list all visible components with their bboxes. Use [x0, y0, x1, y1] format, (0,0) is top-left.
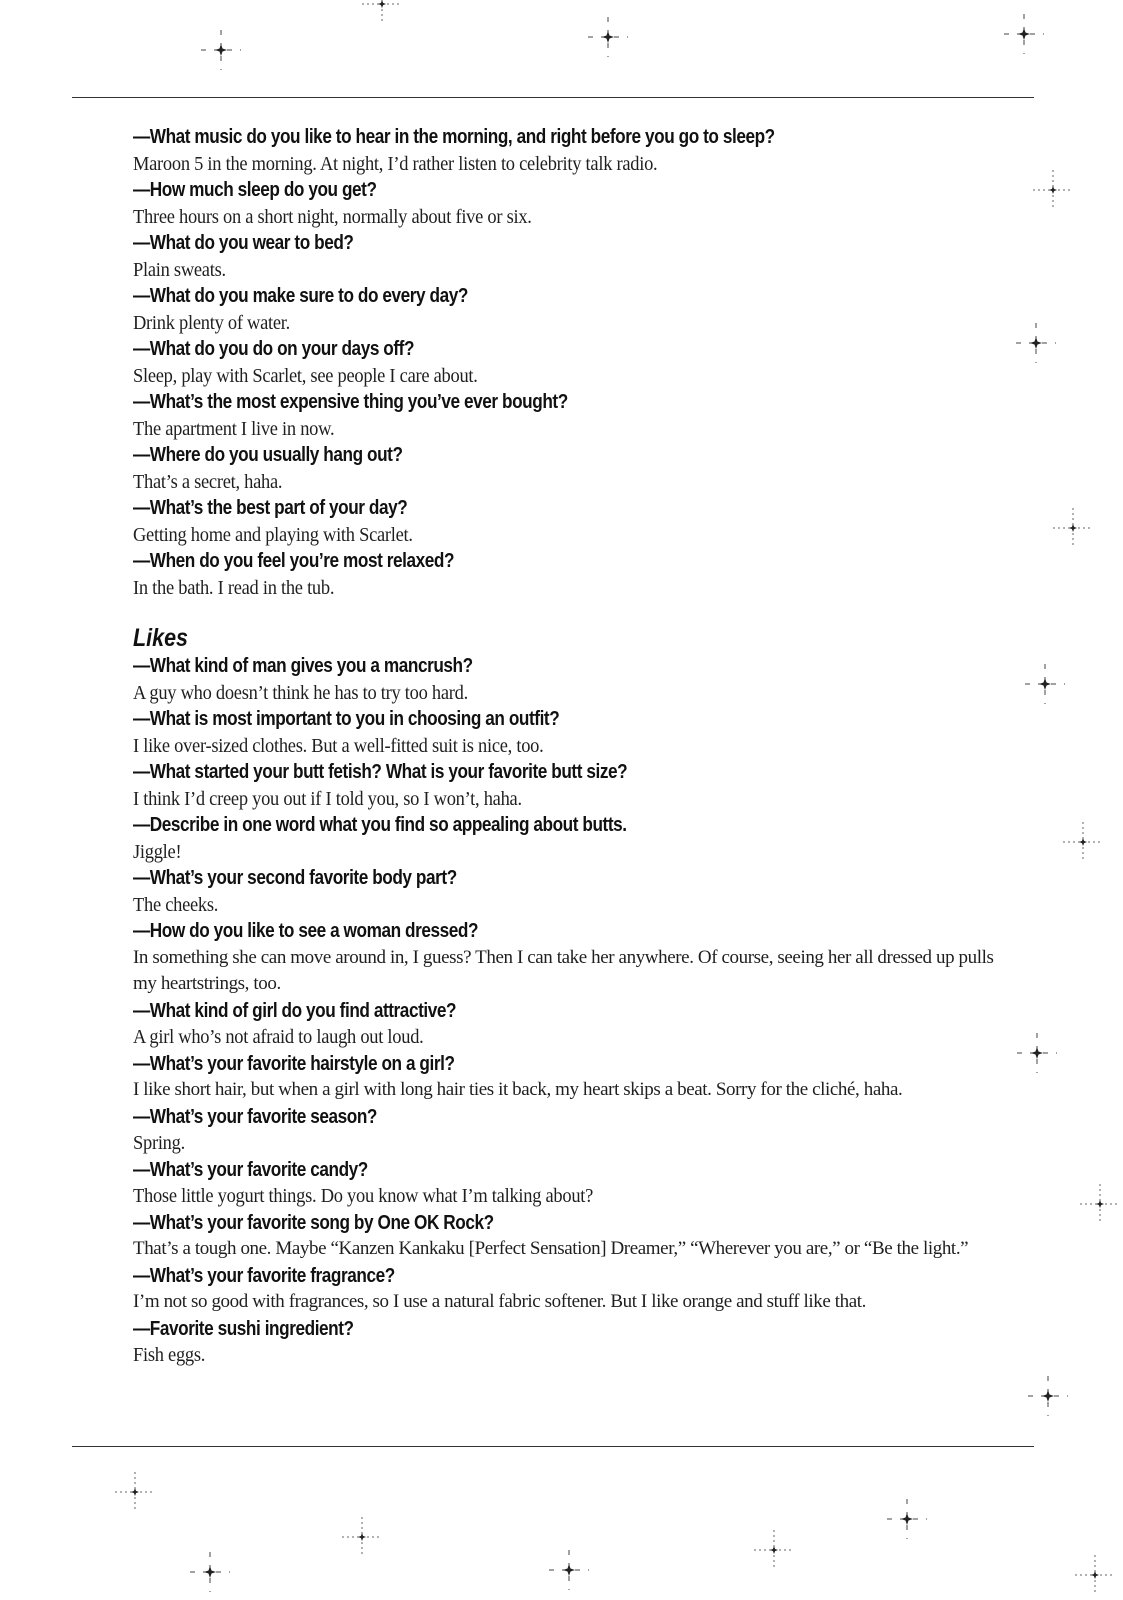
registration-mark-icon — [188, 1550, 232, 1594]
question: —What’s the most expensive thing you’ve ever bought? — [133, 391, 568, 413]
qa-item — [133, 812, 1033, 865]
registration-mark-icon — [1023, 662, 1067, 706]
question: —What’s your favorite song by One OK Rock? — [133, 1211, 494, 1234]
question: —What kind of girl do you find attractive? — [133, 999, 457, 1022]
question: —What do you do on your days off? — [133, 338, 415, 360]
registration-mark-icon — [1014, 321, 1058, 365]
answer: A guy who doesn’t think he has to try too hard. — [133, 681, 468, 704]
qa-item — [133, 1104, 1033, 1157]
section-likes — [133, 623, 1033, 1369]
registration-mark-icon — [752, 1528, 796, 1572]
question: —What’s your favorite hairstyle on a girl? — [133, 1052, 455, 1075]
answer: I like short hair, but when a girl with long hair ties it back, my heart skips a beat. Sorry for the cliché, haha. — [133, 1079, 903, 1100]
answer: I think I’d creep you out if I told you, so I won’t, haha. — [133, 787, 522, 810]
registration-mark-icon — [113, 1470, 157, 1514]
qa-item — [133, 548, 1033, 601]
answer: The cheeks. — [133, 893, 219, 916]
answer: Plain sweats. — [133, 258, 226, 281]
registration-mark-icon — [547, 1548, 591, 1592]
qa-item — [133, 918, 1033, 998]
registration-mark-icon — [1026, 1374, 1070, 1418]
question: —Where do you usually hang out? — [133, 444, 403, 466]
qa-item — [133, 1263, 1033, 1316]
registration-mark-icon — [885, 1497, 929, 1541]
section-routine — [133, 124, 1033, 601]
qa-item — [133, 653, 1033, 706]
answer: Maroon 5 in the morning. At night, I’d rather listen to celebrity talk radio. — [133, 152, 658, 175]
qa-item — [133, 998, 1033, 1051]
registration-mark-icon — [586, 15, 630, 59]
question: —What’s the best part of your day? — [133, 497, 408, 519]
answer: Sleep, play with Scarlet, see people I care about. — [133, 364, 478, 387]
qa-item — [133, 442, 1033, 495]
registration-mark-icon — [340, 1515, 384, 1559]
bottom-rule — [72, 1446, 1034, 1447]
question: —What’s your favorite candy? — [133, 1158, 368, 1181]
registration-mark-icon — [1002, 12, 1046, 56]
question: —Favorite sushi ingredient? — [133, 1317, 354, 1340]
question: —What do you wear to bed? — [133, 232, 354, 254]
question: —Describe in one word what you find so appealing about butts. — [133, 814, 627, 836]
question: —How much sleep do you get? — [133, 179, 377, 201]
qa-item — [133, 389, 1033, 442]
top-rule — [72, 97, 1034, 98]
qa-item — [133, 336, 1033, 389]
qa-item — [133, 1210, 1033, 1263]
qa-item — [133, 1051, 1033, 1104]
qa-item — [133, 1316, 1033, 1369]
answer: Those little yogurt things. Do you know what I’m talking about? — [133, 1185, 594, 1207]
qa-item — [133, 230, 1033, 283]
answer: Getting home and playing with Scarlet. — [133, 523, 413, 546]
answer: Fish eggs. — [133, 1344, 206, 1366]
answer: I’m not so good with fragrances, so I use a natural fabric softener. But I like orange and stuff like that. — [133, 1291, 866, 1312]
qa-item — [133, 283, 1033, 336]
registration-mark-icon — [360, 0, 404, 26]
qa-item — [133, 1157, 1033, 1210]
answer: In something she can move around in, I guess? Then I can take her anywhere. Of course, seeing her all dressed up pulls my heartstrings, too. — [133, 946, 994, 994]
registration-mark-icon — [1031, 168, 1075, 212]
question: —What music do you like to hear in the morning, and right before you go to sleep? — [133, 126, 775, 148]
question: —What started your butt fetish? What is your favorite butt size? — [133, 761, 628, 783]
registration-mark-icon — [199, 28, 243, 72]
question: —What’s your favorite fragrance? — [133, 1264, 395, 1287]
question: —What’s your favorite season? — [133, 1105, 377, 1128]
qa-item — [133, 495, 1033, 548]
answer: A girl who’s not afraid to laugh out loud. — [133, 1026, 424, 1048]
registration-mark-icon — [1051, 506, 1095, 550]
registration-mark-icon — [1015, 1031, 1059, 1075]
answer: Three hours on a short night, normally about five or six. — [133, 205, 532, 228]
answer: In the bath. I read in the tub. — [133, 576, 335, 599]
qa-item — [133, 124, 1033, 177]
answer: Jiggle! — [133, 840, 182, 863]
answer: The apartment I live in now. — [133, 417, 335, 440]
question: —What’s your second favorite body part? — [133, 867, 457, 889]
answer: That’s a tough one. Maybe “Kanzen Kankaku [Perfect Sensation] Dreamer,” “Wherever you are,” or “Be the light.” — [133, 1238, 969, 1259]
registration-mark-icon — [1061, 820, 1105, 864]
question: —When do you feel you’re most relaxed? — [133, 550, 455, 572]
qa-item — [133, 706, 1033, 759]
section-title: Likes — [133, 624, 188, 652]
answer: That’s a secret, haha. — [133, 470, 283, 493]
question: —What kind of man gives you a mancrush? — [133, 655, 473, 677]
answer: I like over-sized clothes. But a well-fitted suit is nice, too. — [133, 734, 544, 757]
registration-mark-icon — [1073, 1553, 1117, 1597]
question: —How do you like to see a woman dressed? — [133, 920, 479, 942]
question: —What is most important to you in choosing an outfit? — [133, 708, 560, 730]
qa-item — [133, 865, 1033, 918]
qa-item — [133, 177, 1033, 230]
qa-item — [133, 759, 1033, 812]
answer: Drink plenty of water. — [133, 311, 290, 334]
question: —What do you make sure to do every day? — [133, 285, 468, 307]
registration-mark-icon — [1078, 1182, 1122, 1226]
interview-content — [133, 124, 1033, 1369]
answer: Spring. — [133, 1132, 185, 1154]
